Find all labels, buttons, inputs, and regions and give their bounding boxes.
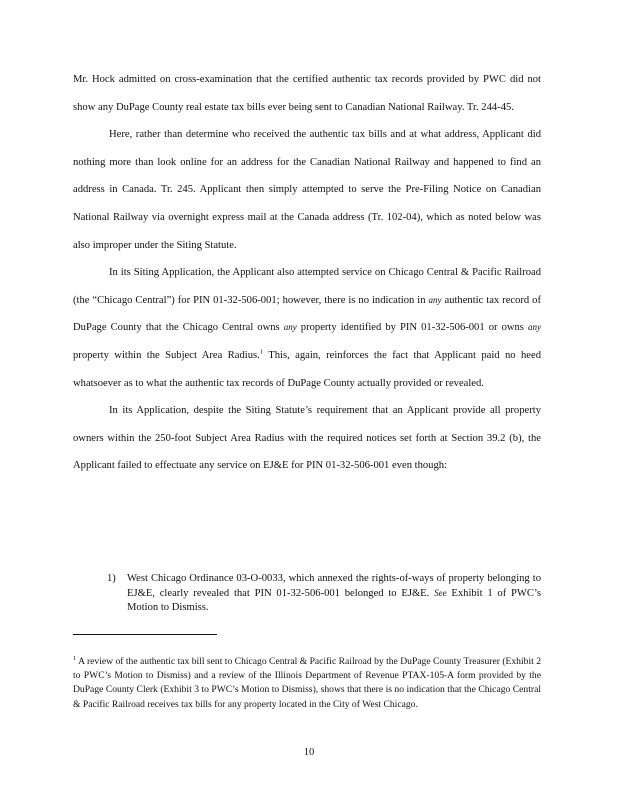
paragraph-3-part-b: authentic tax record of DuPage County that the Chicago Central owns: [73, 294, 542, 334]
footnote-marker: 1: [73, 654, 77, 662]
numbered-list: [107, 572, 541, 615]
footnote-separator: [73, 634, 217, 635]
paragraph-2: Here, rather than determine who received the authentic tax bills and at what address, Applicant did nothing more than look online for an address for the Canadian National Railway and happened to find an address in Canada. Tr. 245. Applicant then simply attempted to serve the Pre-Filing Notice on Canadian National Railway via overnight express mail at the Canada address (Tr. 102-04), which as noted below was also improper under the Siting Statute.: [73, 129, 541, 251]
list-number: 1): [107, 573, 116, 584]
paragraph-3-part-d: property within the Subject Area Radius.: [73, 349, 260, 361]
paragraph-4: In its Application, despite the Siting Statute’s requirement that an Applicant provide all property owners within the 250-foot Subject Area Radius with the required notices set forth at Section 39.2 (b), the Applicant failed to effectuate any service on EJ&E for PIN 01-32-506-001 even though:: [73, 405, 541, 472]
main-text: [73, 66, 541, 480]
italic-any: any: [283, 322, 297, 333]
paragraph-1: Mr. Hock admitted on cross-examination that the certified authentic tax records provided by PWC did not show any DuPage County real estate tax bills ever being sent to Canadian National Railway. Tr. 244-45.: [73, 74, 541, 113]
list-item: [107, 572, 541, 615]
footnote-reference[interactable]: 1: [259, 348, 264, 356]
paragraph-3-part-a: In its Siting Application, the Applicant also attempted service on Chicago Central & Pacific Railroad (the “Chicago Central”) for PIN 01-32-506-001; however, there is no indication in: [73, 267, 541, 306]
list-text-tail: Exhibit 1 of PWC’s Motion to Dismiss.: [127, 588, 542, 613]
page-number: 10: [303, 747, 315, 758]
italic-any: any: [428, 294, 442, 305]
italic-any: any: [527, 322, 541, 333]
footnote-text: A review of the authentic tax bill sent to Chicago Central & Pacific Railroad by the DuPage County Treasurer (Exhibit 2 to PWC’s Motion to Dismiss) and a review of the Illinois Department of Revenue PTAX-105-A form provided by the DuPage County Clerk (Exhibit 3 to PWC’s Motion to Dismiss), shows that there is no indication that the Chicago Central & Pacific Railroad receives tax bills for any property located in the City of West Chicago.: [73, 656, 541, 710]
paragraph-3-part-c: property identified by PIN 01-32-506-001 or owns: [300, 322, 524, 334]
list-text-body: West Chicago Ordinance 03-O-0033, which annexed the rights-of-ways of property belonging to EJ&E, clearly revealed that PIN 01-32-506-001 belonged to EJ&E.: [127, 573, 541, 599]
italic-see: See: [434, 588, 447, 598]
list-text: [127, 572, 541, 615]
footnote-1: [73, 655, 541, 712]
paragraph-3: [73, 259, 541, 397]
paragraph-3-part-e: This, again, reinforces the fact that Applicant paid no heed whatsoever as to what the authentic tax records of DuPage County actually provided or revealed.: [73, 349, 541, 389]
